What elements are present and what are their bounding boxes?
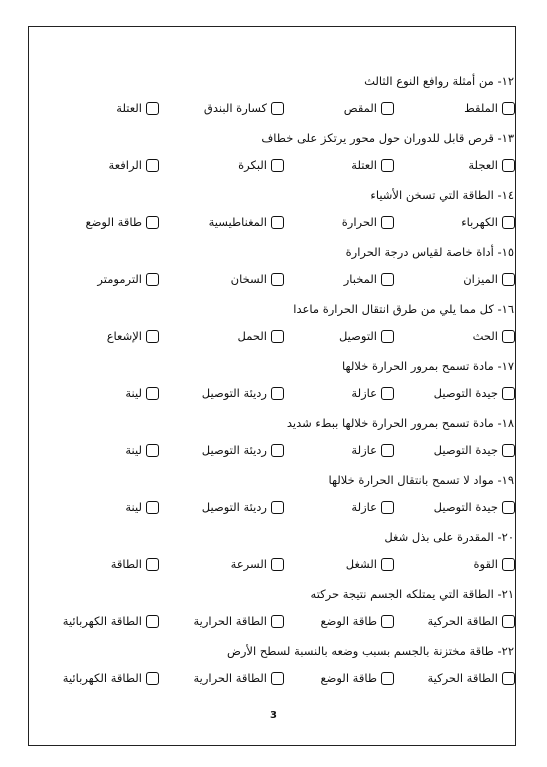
checkbox-icon[interactable] [502, 216, 515, 229]
question-21: ٢١- الطاقة التي يمتلكه الجسم نتيجة حركته [310, 587, 514, 601]
option-20-c[interactable]: السرعة [231, 555, 284, 573]
options-17 [28, 378, 516, 412]
options-18 [28, 435, 516, 469]
checkbox-icon[interactable] [502, 672, 515, 685]
checkbox-icon[interactable] [502, 330, 515, 343]
question-sheet [28, 70, 516, 697]
checkbox-icon[interactable] [271, 102, 284, 115]
options-12 [28, 93, 516, 127]
option-21-b[interactable]: طاقة الوضع [320, 612, 394, 630]
option-21-a[interactable]: الطاقة الحركية [427, 612, 515, 630]
option-15-d[interactable]: الترمومتر [97, 270, 159, 288]
checkbox-icon[interactable] [271, 672, 284, 685]
question-17: ١٧- مادة تسمح بمرور الحرارة خلالها [342, 359, 514, 373]
option-16-b[interactable]: التوصيل [339, 327, 394, 345]
question-20: ٢٠- المقدرة على بذل شغل [384, 530, 514, 544]
checkbox-icon[interactable] [381, 615, 394, 628]
options-15 [28, 264, 516, 298]
checkbox-icon[interactable] [502, 558, 515, 571]
option-13-a[interactable]: العجلة [468, 156, 515, 174]
options-16 [28, 321, 516, 355]
checkbox-icon[interactable] [271, 216, 284, 229]
checkbox-icon[interactable] [146, 558, 159, 571]
option-19-d[interactable]: لينة [125, 498, 159, 516]
option-15-a[interactable]: الميزان [463, 270, 515, 288]
option-18-b[interactable]: عازلة [351, 441, 394, 459]
option-14-a[interactable]: الكهرباء [461, 213, 515, 231]
checkbox-icon[interactable] [502, 387, 515, 400]
checkbox-icon[interactable] [381, 558, 394, 571]
option-12-d[interactable]: العتلة [116, 99, 159, 117]
option-19-b[interactable]: عازلة [351, 498, 394, 516]
checkbox-icon[interactable] [381, 672, 394, 685]
checkbox-icon[interactable] [381, 102, 394, 115]
option-21-c[interactable]: الطاقة الحرارية [193, 612, 284, 630]
option-15-c[interactable]: السخان [231, 270, 284, 288]
option-20-d[interactable]: الطاقة [111, 555, 159, 573]
options-22 [28, 663, 516, 697]
checkbox-icon[interactable] [271, 159, 284, 172]
question-13: ١٣- قرص قابل للدوران حول محور يرتكز على خطاف [261, 131, 514, 145]
options-21 [28, 606, 516, 640]
checkbox-icon[interactable] [146, 501, 159, 514]
checkbox-icon[interactable] [146, 159, 159, 172]
option-12-a[interactable]: الملقط [464, 99, 515, 117]
question-15: ١٥- أداة خاصة لقياس درجة الحرارة [345, 245, 514, 259]
checkbox-icon[interactable] [146, 615, 159, 628]
option-17-d[interactable]: لينة [125, 384, 159, 402]
option-16-a[interactable]: الحث [473, 327, 515, 345]
option-22-d[interactable]: الطاقة الكهربائية [63, 669, 159, 687]
question-14: ١٤- الطاقة التي تسخن الأشياء [370, 188, 514, 202]
checkbox-icon[interactable] [271, 615, 284, 628]
checkbox-icon[interactable] [146, 672, 159, 685]
option-22-c[interactable]: الطاقة الحرارية [193, 669, 284, 687]
checkbox-icon[interactable] [271, 273, 284, 286]
option-22-b[interactable]: طاقة الوضع [320, 669, 394, 687]
option-14-c[interactable]: المغناطيسية [209, 213, 284, 231]
option-21-d[interactable]: الطاقة الكهربائية [63, 612, 159, 630]
question-12: ١٢- من أمثلة روافع النوع الثالث [364, 74, 514, 88]
checkbox-icon[interactable] [502, 273, 515, 286]
option-15-b[interactable]: المخبار [344, 270, 394, 288]
options-20 [28, 549, 516, 583]
question-22: ٢٢- طاقة مختزنة بالجسم بسبب وضعه بالنسبة لسطح الأرض [226, 644, 514, 658]
option-14-d[interactable]: طاقة الوضع [85, 213, 159, 231]
checkbox-icon[interactable] [502, 444, 515, 457]
checkbox-icon[interactable] [146, 102, 159, 115]
option-19-a[interactable]: جيدة التوصيل [434, 498, 515, 516]
option-17-a[interactable]: جيدة التوصيل [434, 384, 515, 402]
checkbox-icon[interactable] [381, 273, 394, 286]
option-13-c[interactable]: البكرة [238, 156, 284, 174]
checkbox-icon[interactable] [146, 387, 159, 400]
checkbox-icon[interactable] [502, 501, 515, 514]
checkbox-icon[interactable] [381, 159, 394, 172]
checkbox-icon[interactable] [502, 615, 515, 628]
checkbox-icon[interactable] [271, 501, 284, 514]
options-14 [28, 207, 516, 241]
option-13-b[interactable]: العتلة [351, 156, 394, 174]
checkbox-icon[interactable] [381, 387, 394, 400]
option-22-a[interactable]: الطاقة الحركية [427, 669, 515, 687]
checkbox-icon[interactable] [381, 330, 394, 343]
checkbox-icon[interactable] [502, 159, 515, 172]
option-20-a[interactable]: القوة [474, 555, 515, 573]
options-19 [28, 492, 516, 526]
option-17-b[interactable]: عازلة [351, 384, 394, 402]
question-16: ١٦- كل مما يلي من طرق انتقال الحرارة ماعدا [293, 302, 514, 316]
checkbox-icon[interactable] [146, 216, 159, 229]
option-16-c[interactable]: الحمل [238, 327, 284, 345]
checkbox-icon[interactable] [271, 330, 284, 343]
option-20-b[interactable]: الشغل [346, 555, 394, 573]
checkbox-icon[interactable] [381, 216, 394, 229]
option-14-b[interactable]: الحرارة [342, 213, 394, 231]
option-13-d[interactable]: الرافعة [109, 156, 159, 174]
option-12-b[interactable]: المقص [344, 99, 394, 117]
checkbox-icon[interactable] [381, 444, 394, 457]
option-18-c[interactable]: رديئة التوصيل [202, 441, 284, 459]
checkbox-icon[interactable] [146, 330, 159, 343]
option-18-d[interactable]: لينة [125, 441, 159, 459]
checkbox-icon[interactable] [146, 273, 159, 286]
option-17-c[interactable]: رديئة التوصيل [202, 384, 284, 402]
option-18-a[interactable]: جيدة التوصيل [434, 441, 515, 459]
checkbox-icon[interactable] [146, 444, 159, 457]
checkbox-icon[interactable] [271, 387, 284, 400]
option-19-c[interactable]: رديئة التوصيل [202, 498, 284, 516]
page-number: 3 [270, 710, 277, 721]
option-16-d[interactable]: الإشعاع [107, 327, 159, 345]
question-19: ١٩- مواد لا تسمح بانتقال الحرارة خلالها [328, 473, 514, 487]
options-13 [28, 150, 516, 184]
question-18: ١٨- مادة تسمح بمرور الحرارة خلالها ببطء شديد [286, 416, 514, 430]
checkbox-icon[interactable] [271, 444, 284, 457]
checkbox-icon[interactable] [502, 102, 515, 115]
checkbox-icon[interactable] [381, 501, 394, 514]
option-12-c[interactable]: كسارة البندق [204, 99, 284, 117]
checkbox-icon[interactable] [271, 558, 284, 571]
